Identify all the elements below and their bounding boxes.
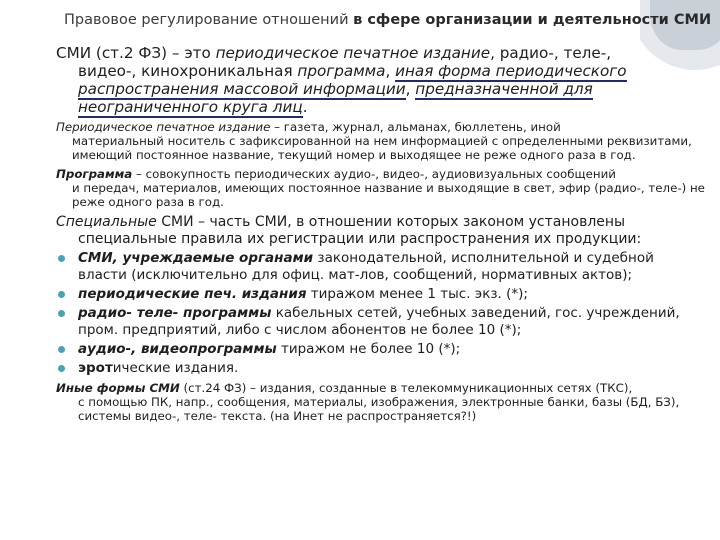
program-definition: Программа – совокупность периодических аудио-, видео-, аудиовизуальных сообщений и передач, материалов, имеющих постоянное название и выходящие в свет, эфир (радио-, теле-) не реже одного раза в год. [56, 167, 705, 209]
underlined-phrase: неограниченного круга лиц [78, 98, 303, 116]
slide-content [56, 44, 706, 423]
bullet-icon [58, 346, 65, 353]
underlined-phrase: иная форма периодического [395, 62, 627, 80]
print-definition: Периодическое печатное издание – газета, журнал, альманах, бюллетень, иной материальный носитель с зафиксированной на нем информацией с определенными реквизитами, имеющий постоянное название, текущий номер и выходящее не реже одного раза в год. [56, 120, 692, 162]
list-item: СМИ, учреждаемые органами законодательной, исполнительной и судебной власти (исключительно для офиц. мат-лов, сообщений, нормативных актов); [56, 250, 706, 284]
bullet-icon [58, 365, 65, 372]
smi-definition: СМИ (ст.2 ФЗ) – это периодическое печатное издание, радио-, теле-, видео-, кинохроникальная программа, иная форма периодического распространения массовой информации, предназначенной для неограниченного круга лиц. [56, 44, 627, 116]
bullet-icon [58, 291, 65, 298]
slide-title: Правовое регулирование отношений в сфере организации и деятельности СМИ [64, 12, 712, 28]
other-forms-definition: Иные формы СМИ (ст.24 ФЗ) – издания, созданные в телекоммуникационных сетях (ТКС), с помощью ПК, напр., сообщения, материалы, изображения, электронные банки, базы (БД, БЗ), системы видео-, теле- текста. (на Инет не распространяется?!) [56, 381, 680, 423]
underlined-phrase: распространения массовой информации [78, 80, 406, 98]
bullet-icon [58, 310, 65, 317]
list-item: периодические печ. издания тиражом менее 1 тыс. экз. (*); [56, 286, 706, 303]
special-list [56, 250, 706, 377]
list-item: аудио-, видеопрограммы тиражом не более 10 (*); [56, 341, 706, 358]
underlined-phrase: предназначенной для [415, 80, 593, 98]
special-definition: Специальные СМИ – часть СМИ, в отношении которых законом установлены специальные правила их регистрации или распространения их продукции: [56, 214, 642, 247]
list-item: радио- теле- программы кабельных сетей, учебных заведений, гос. учреждений, пром. предприятий, либо с числом абонентов не более 10 (*); [56, 305, 706, 339]
list-item: эротические издания. [56, 360, 706, 377]
bullet-icon [58, 255, 65, 262]
